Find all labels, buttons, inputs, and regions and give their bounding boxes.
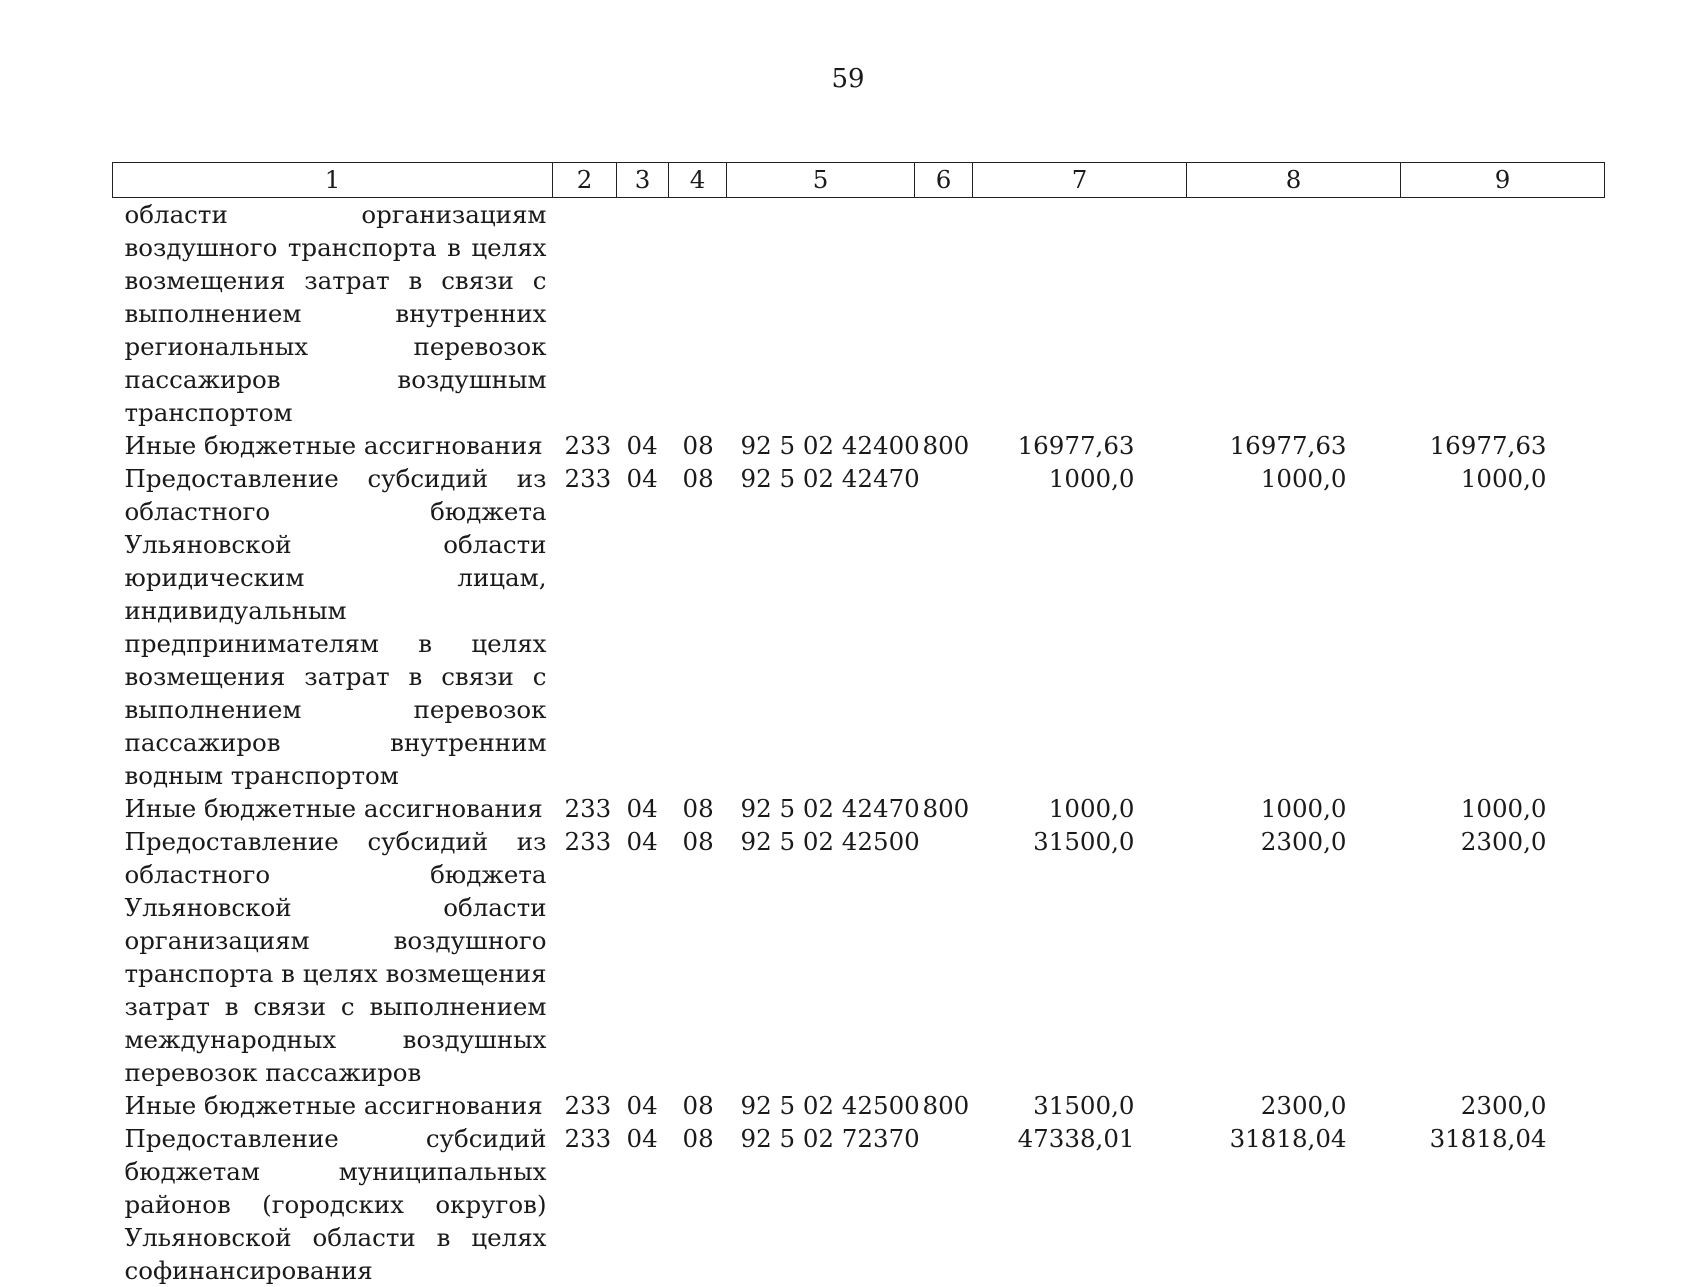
row-description: Предоставление субсидий бюджетам муниципальных районов (городских округов) Ульяновской области в целях софинансирования	[124, 1124, 547, 1285]
row-amount-col8	[1187, 198, 1401, 430]
row-amount-col8: 16977,63	[1229, 431, 1347, 460]
table-row	[113, 462, 1605, 792]
row-target-article	[727, 198, 915, 430]
row-amount-col7: 31500,0	[1033, 1091, 1135, 1120]
row-amount-col8: 31818,04	[1229, 1124, 1347, 1153]
row-code-section: 04	[626, 1091, 658, 1120]
row-target-article: 92 5 02 42470	[740, 464, 920, 493]
row-code-subsection: 08	[682, 794, 714, 823]
table-row	[113, 429, 1605, 462]
row-code-subsection: 08	[682, 431, 714, 460]
row-code-admin: 233	[564, 827, 612, 856]
row-amount-col9: 2300,0	[1460, 827, 1547, 856]
row-code-admin: 233	[564, 794, 612, 823]
row-code-admin: 233	[564, 1091, 612, 1120]
row-target-article: 92 5 02 72370	[740, 1124, 920, 1153]
row-code-section: 04	[626, 464, 658, 493]
row-amount-col7: 1000,0	[1048, 464, 1135, 493]
row-description: области организациям воздушного транспорта в целях возмещения затрат в связи с выполнением внутренних региональных перевозок пассажиров воздушным транспортом	[124, 200, 547, 427]
column-header-8: 8	[1187, 163, 1401, 198]
row-amount-col7	[973, 198, 1187, 430]
row-description: Предоставление субсидий из областного бюджета Ульяновской области юридическим лицам, индивидуальным предпринимателям в целях возмещения затрат в связи с выполнением перевозок пассажиров внутренним водным транспортом	[124, 464, 547, 790]
row-amount-col9: 16977,63	[1429, 431, 1547, 460]
row-code-admin	[553, 198, 617, 430]
row-expense-type	[915, 462, 973, 792]
table-row	[113, 792, 1605, 825]
row-amount-col8: 1000,0	[1260, 794, 1347, 823]
row-target-article: 92 5 02 42470	[740, 794, 920, 823]
row-code-admin: 233	[564, 431, 612, 460]
column-header-9: 9	[1401, 163, 1605, 198]
row-code-subsection: 08	[682, 1091, 714, 1120]
row-target-article: 92 5 02 42500	[740, 827, 920, 856]
row-amount-col8: 2300,0	[1260, 1091, 1347, 1120]
row-amount-col7: 47338,01	[1017, 1124, 1135, 1153]
row-description: Иные бюджетные ассигнования	[124, 431, 543, 460]
row-expense-type: 800	[922, 431, 970, 460]
row-code-admin: 233	[564, 464, 612, 493]
column-header-2: 2	[553, 163, 617, 198]
row-amount-col9: 2300,0	[1460, 1091, 1547, 1120]
row-amount-col9	[1401, 198, 1605, 430]
row-code-admin: 233	[564, 1124, 612, 1153]
row-amount-col8: 2300,0	[1260, 827, 1347, 856]
row-expense-type: 800	[922, 794, 970, 823]
row-code-subsection: 08	[682, 827, 714, 856]
row-code-section: 04	[626, 1124, 658, 1153]
table-row	[113, 1089, 1605, 1122]
row-amount-col7: 16977,63	[1017, 431, 1135, 460]
table-row	[113, 198, 1605, 430]
row-expense-type	[915, 825, 973, 1089]
row-amount-col7: 1000,0	[1048, 794, 1135, 823]
row-target-article: 92 5 02 42400	[740, 431, 920, 460]
row-code-section	[617, 198, 669, 430]
row-expense-type: 800	[922, 1091, 970, 1120]
row-amount-col7: 31500,0	[1033, 827, 1135, 856]
row-amount-col9: 1000,0	[1460, 464, 1547, 493]
row-description: Предоставление субсидий из областного бюджета Ульяновской области организациям воздушного транспорта в целях возмещения затрат в связи с выполнением международных воздушных перевозок пассажиров	[124, 827, 547, 1087]
column-header-5: 5	[727, 163, 915, 198]
table-row	[113, 825, 1605, 1089]
column-header-3: 3	[617, 163, 669, 198]
row-amount-col8: 1000,0	[1260, 464, 1347, 493]
row-code-section: 04	[626, 431, 658, 460]
row-code-section: 04	[626, 827, 658, 856]
column-header-row	[113, 163, 1605, 198]
row-description: Иные бюджетные ассигнования	[124, 794, 543, 823]
column-header-7: 7	[973, 163, 1187, 198]
row-amount-col9: 1000,0	[1460, 794, 1547, 823]
row-expense-type	[915, 198, 973, 430]
row-amount-col9: 31818,04	[1429, 1124, 1547, 1153]
row-target-article: 92 5 02 42500	[740, 1091, 920, 1120]
row-code-subsection: 08	[682, 464, 714, 493]
table-row	[113, 1122, 1605, 1287]
row-code-subsection	[669, 198, 727, 430]
column-header-1: 1	[113, 163, 553, 198]
budget-table	[112, 162, 1605, 1287]
row-expense-type	[915, 1122, 973, 1287]
row-code-section: 04	[626, 794, 658, 823]
column-header-4: 4	[669, 163, 727, 198]
row-description: Иные бюджетные ассигнования	[124, 1091, 543, 1120]
column-header-6: 6	[915, 163, 973, 198]
row-code-subsection: 08	[682, 1124, 714, 1153]
page-number: 59	[831, 64, 865, 94]
